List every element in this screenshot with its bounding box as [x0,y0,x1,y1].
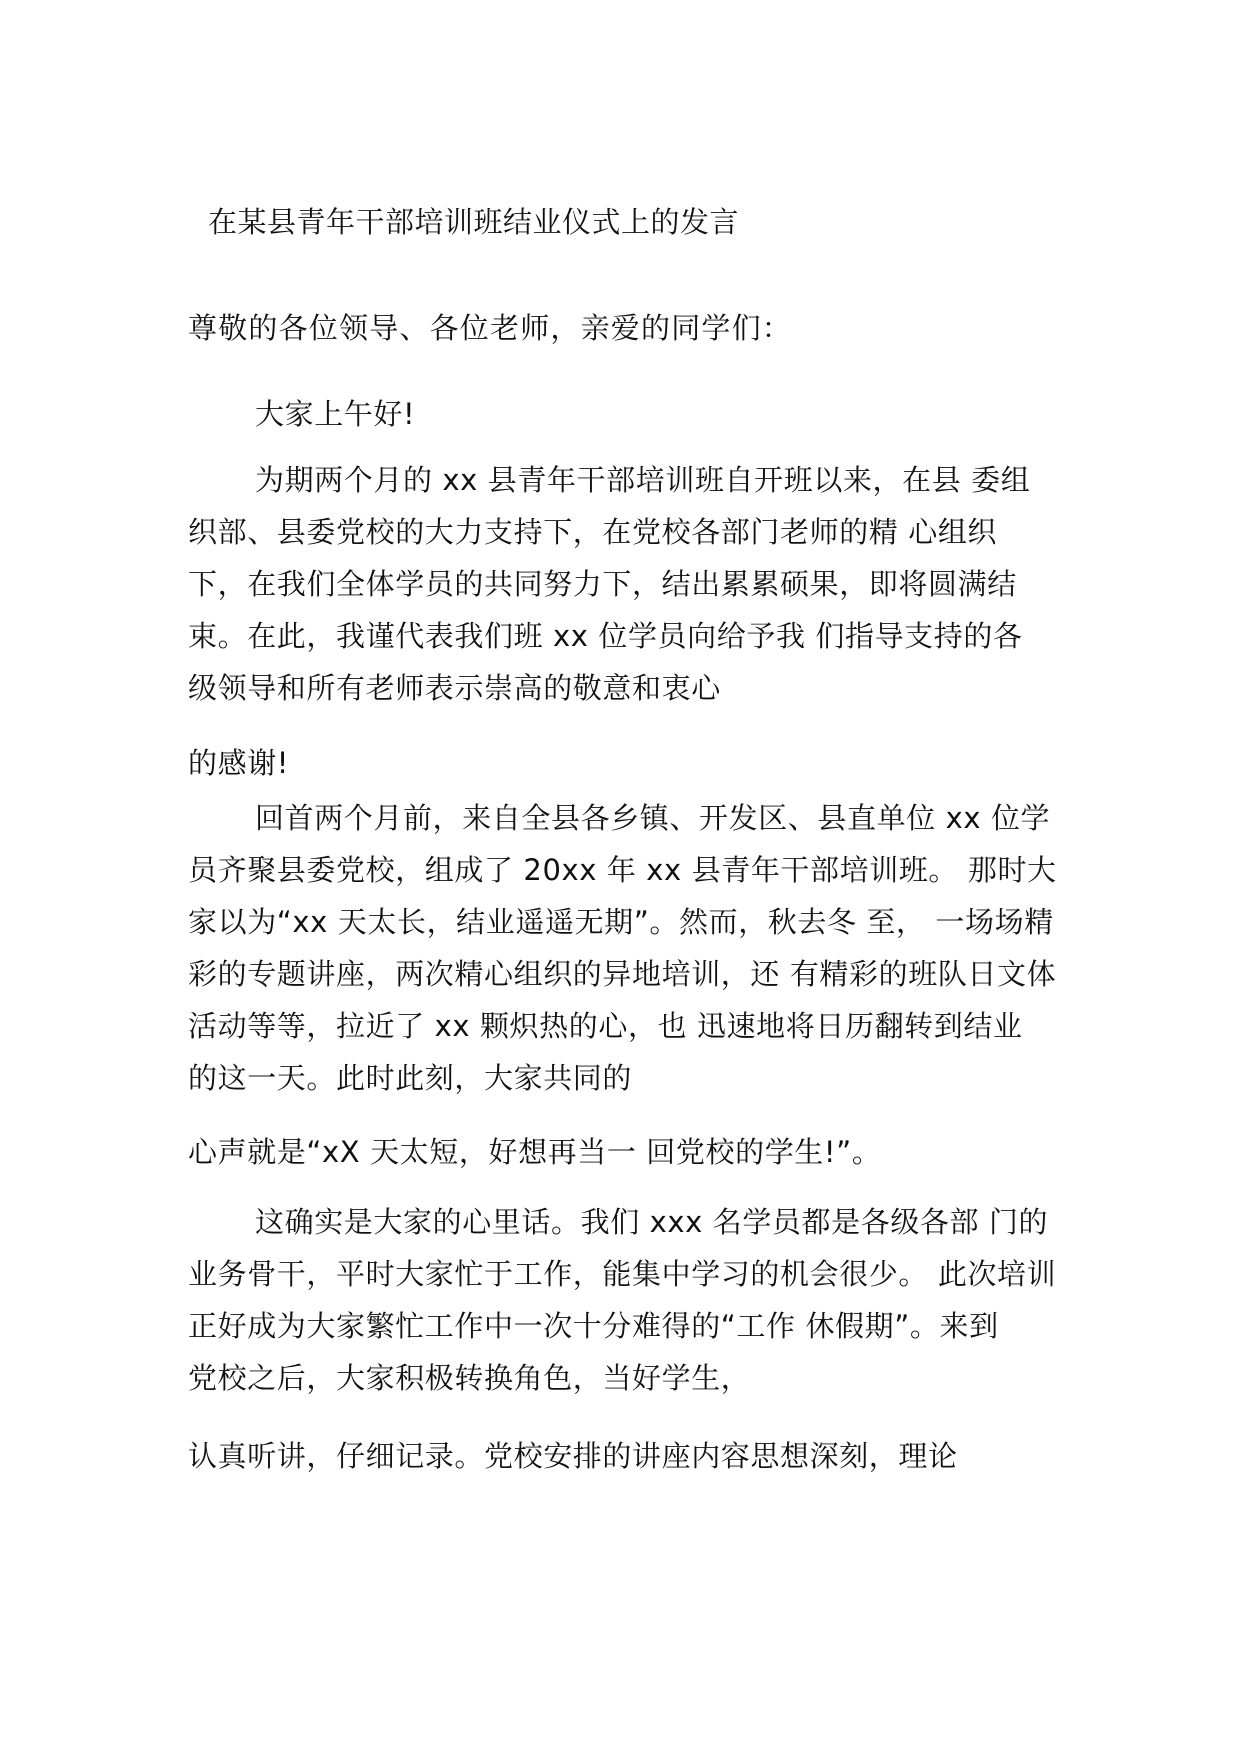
paragraph-3-line-4: 党校之后，大家积极转换角色，当好学生， [188,1361,751,1395]
greeting: 大家上午好! [255,397,416,431]
paragraph-3-line-2: 业务骨干，平时大家忙于工作，能集中学习的机会很少。 此次培训 [188,1257,1057,1291]
paragraph-2-line-1: 回首两个月前，来自全县各乡镇、开发区、县直单位 xx 位学 [255,801,1051,835]
paragraph-2-line-7: 心声就是“xX 天太短，好想再当一 回党校的学生!”。 [188,1135,882,1169]
paragraph-3-line-1: 这确实是大家的心里话。我们 xxx 名学员都是各级各部 门的 [255,1205,1049,1239]
paragraph-1-line-6: 的感谢! [188,746,290,780]
paragraph-2-line-6: 的这一天。此时此刻，大家共同的 [188,1061,633,1095]
paragraph-2-line-3: 家以为“xx 天太长，结业遥遥无期”。然而，秋去冬 至， 一场场精 [188,905,1054,939]
salutation: 尊敬的各位领导、各位老师，亲爱的同学们： [188,311,793,345]
paragraph-2-line-5: 活动等等，拉近了 xx 颗炽热的心，也 迅速地将日历翻转到结业 [188,1009,1023,1043]
paragraph-3-line-3: 正好成为大家繁忙工作中一次十分难得的“工作 休假期”。来到 [188,1309,999,1343]
paragraph-3-line-5: 认真听讲，仔细记录。党校安排的讲座内容思想深刻，理论 [188,1439,958,1473]
paragraph-1-line-2: 织部、县委党校的大力支持下，在党校各部门老师的精 心组织 [188,515,998,549]
paragraph-1-line-5: 级领导和所有老师表示崇高的敬意和衷心 [188,671,721,705]
paragraph-2-line-2: 员齐聚县委党校，组成了 20xx 年 xx 县青年干部培训班。 那时大 [188,853,1057,887]
paragraph-1-line-4: 束。在此，我谨代表我们班 xx 位学员向给予我 们指导支持的各 [188,619,1023,653]
document-title: 在某县青年干部培训班结业仪式上的发言 [208,205,740,239]
paragraph-1-line-3: 下，在我们全体学员的共同努力下，结出累累硕果，即将圆满结 [188,567,1017,601]
paragraph-1-line-1: 为期两个月的 xx 县青年干部培训班自开班以来，在县 委组 [255,463,1031,497]
paragraph-2-line-4: 彩的专题讲座，两次精心组织的异地培训，还 有精彩的班队日文体 [188,957,1057,991]
